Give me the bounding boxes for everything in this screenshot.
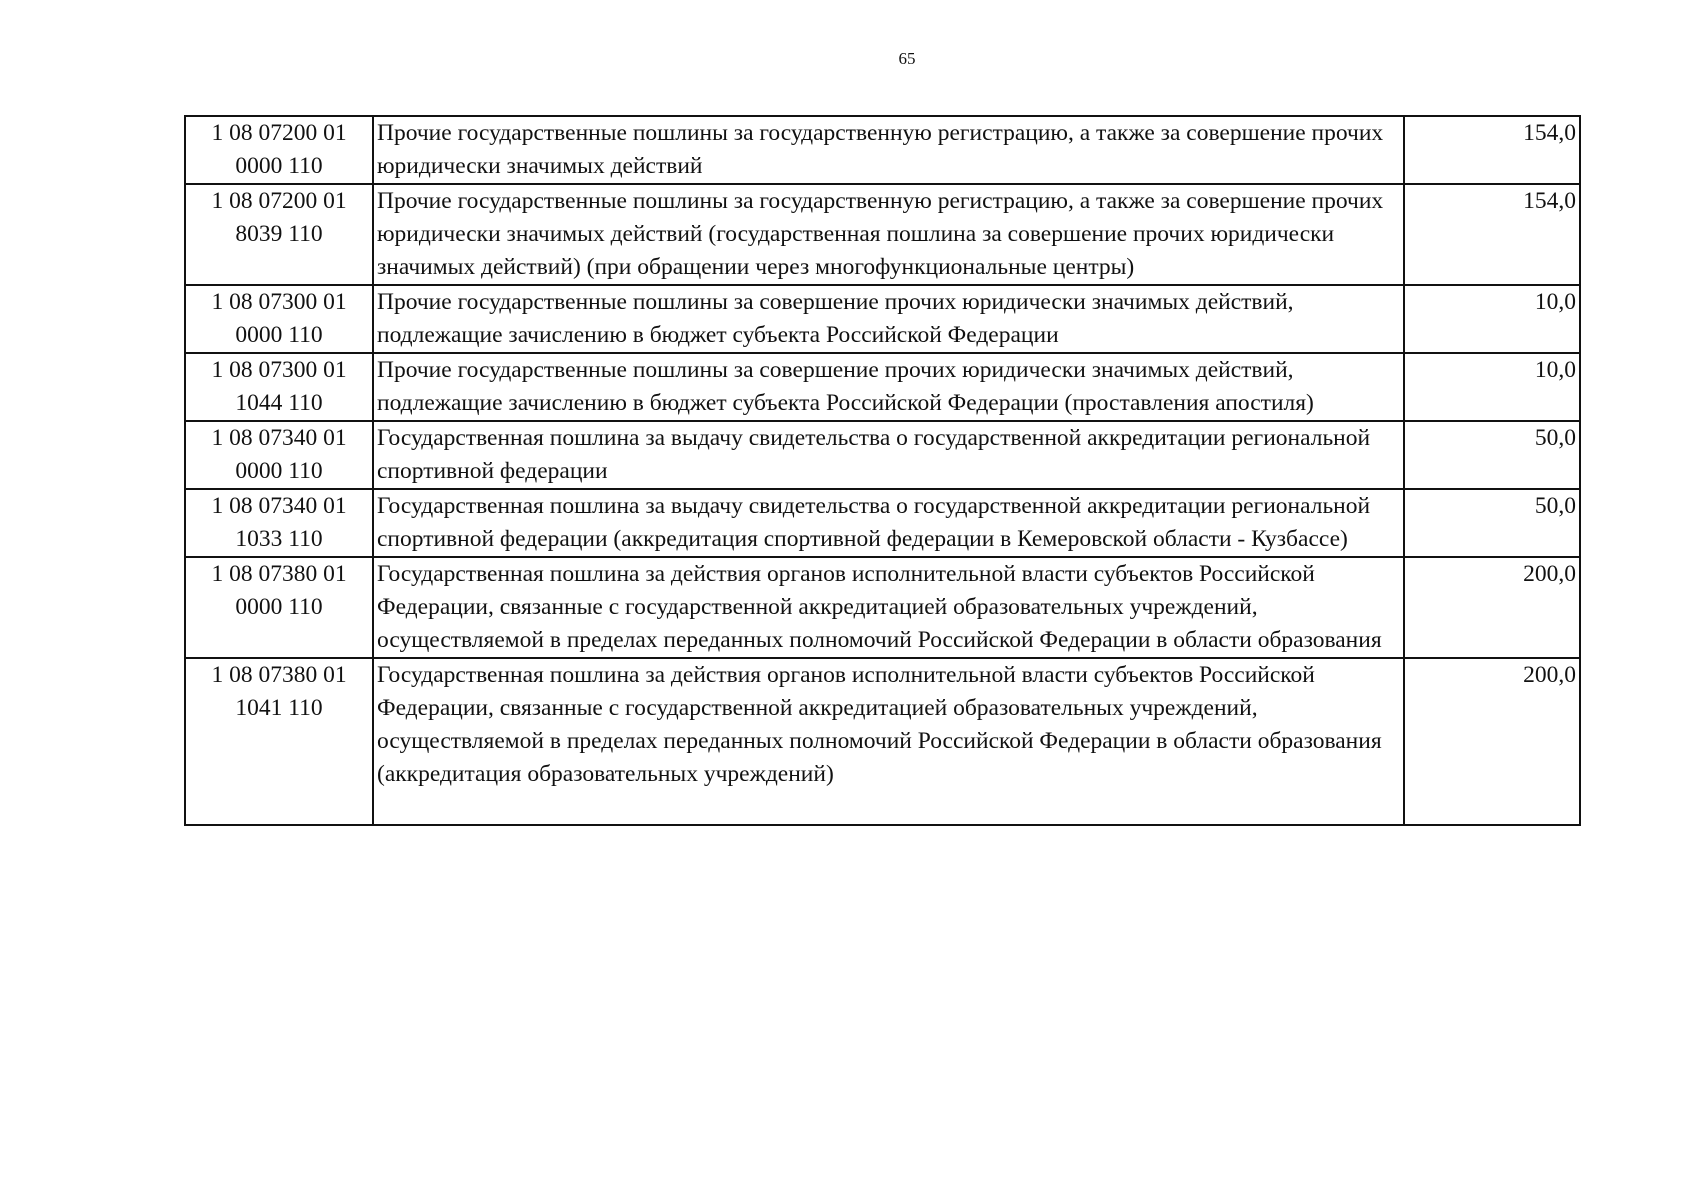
table-row [185,116,1580,184]
budget-code-cell [185,285,373,353]
amount-cell: 10,0 [1404,353,1580,421]
budget-code-cell [185,557,373,658]
budget-code-cell [185,658,373,825]
budget-code-line: 1044 110 [235,390,323,416]
budget-revenue-table [184,115,1581,826]
budget-code-line: 1 08 07340 01 [211,493,347,519]
table-row [185,353,1580,421]
budget-code-cell [185,353,373,421]
budget-code-line: 1 08 07340 01 [211,425,347,451]
budget-code-cell [185,184,373,285]
budget-code-line: 0000 110 [235,458,323,484]
description-cell: Прочие государственные пошлины за государственную регистрацию, а также за совершение прочих юридически значимых действий (государственная пошлина за совершение прочих юридически значимых действий) (при обращении через многофункциональные центры) [373,184,1404,285]
page-number: 65 [898,49,916,68]
amount-cell: 200,0 [1404,557,1580,658]
amount-cell: 10,0 [1404,285,1580,353]
budget-code-cell [185,116,373,184]
amount-cell: 50,0 [1404,421,1580,489]
budget-code-line: 1033 110 [235,526,323,552]
budget-code-line: 1 08 07200 01 [211,188,347,214]
amount-cell: 154,0 [1404,116,1580,184]
amount-cell: 50,0 [1404,489,1580,557]
table-row [185,285,1580,353]
budget-code-line: 1 08 07380 01 [211,662,347,688]
budget-code-line: 1 08 07380 01 [211,561,347,587]
budget-code-line: 0000 110 [235,153,323,179]
description-cell: Государственная пошлина за выдачу свидетельства о государственной аккредитации региональной спортивной федерации (аккредитация спортивной федерации в Кемеровской области - Кузбассе) [373,489,1404,557]
description-cell: Прочие государственные пошлины за государственную регистрацию, а также за совершение прочих юридически значимых действий [373,116,1404,184]
budget-code-line: 1 08 07300 01 [211,289,347,315]
budget-code-cell [185,421,373,489]
table-row [185,489,1580,557]
amount-cell: 200,0 [1404,658,1580,825]
description-cell: Государственная пошлина за действия органов исполнительной власти субъектов Российской Федерации, связанные с государственной аккредитацией образовательных учреждений, осуществляемой в пределах переданных полномочий Российской Федерации в области образования (аккредитация образовательных учреждений) [373,658,1404,825]
budget-code-line: 1 08 07300 01 [211,357,347,383]
description-cell: Государственная пошлина за выдачу свидетельства о государственной аккредитации региональной спортивной федерации [373,421,1404,489]
table-row [185,557,1580,658]
description-cell: Государственная пошлина за действия органов исполнительной власти субъектов Российской Федерации, связанные с государственной аккредитацией образовательных учреждений, осуществляемой в пределах переданных полномочий Российской Федерации в области образования [373,557,1404,658]
description-cell: Прочие государственные пошлины за совершение прочих юридически значимых действий, подлежащие зачислению в бюджет субъекта Российской Федерации [373,285,1404,353]
table-row [185,184,1580,285]
budget-code-line: 8039 110 [235,221,323,247]
table-row [185,658,1580,825]
budget-code-line: 0000 110 [235,594,323,620]
amount-cell: 154,0 [1404,184,1580,285]
description-cell: Прочие государственные пошлины за совершение прочих юридически значимых действий, подлежащие зачислению в бюджет субъекта Российской Федерации (проставления апостиля) [373,353,1404,421]
budget-code-line: 1041 110 [235,695,323,721]
table-row [185,421,1580,489]
budget-code-line: 0000 110 [235,322,323,348]
budget-code-cell [185,489,373,557]
budget-code-line: 1 08 07200 01 [211,120,347,146]
